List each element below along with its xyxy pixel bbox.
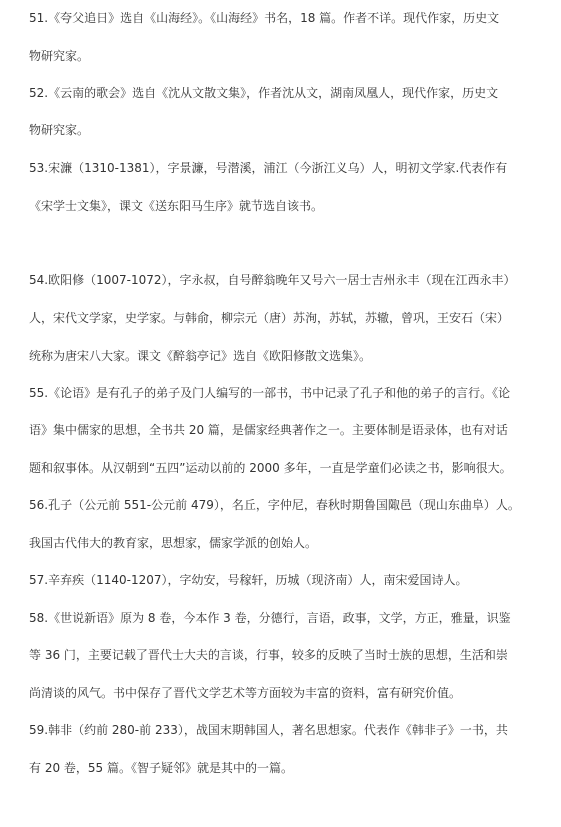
- text-line: 51.《夸父追日》选自《山海经》。《山海经》书名，18 篇。作者不详。现代作家，历史文: [29, 11, 500, 25]
- text-line: 语》集中儒家的思想，全书共 20 篇，是儒家经典著作之一。主要体制是语录体，也有对话: [29, 423, 508, 437]
- text-line: 物研究家。: [29, 123, 90, 137]
- text-line: 有 20 卷，55 篇。《智子疑邻》就是其中的一篇。: [29, 761, 293, 775]
- text-line: 57.辛弃疾（1140-1207），字幼安，号稼轩，历城（现济南）人，南宋爱国诗人。: [29, 573, 468, 587]
- text-line: 统称为唐宋八大家。课文《醉翁亭记》选自《欧阳修散文选集》。: [29, 349, 372, 363]
- text-line: 尚清谈的风气。书中保存了晋代文学艺术等方面较为丰富的资料，富有研究价值。: [29, 686, 462, 700]
- text-line: 56.孔子（公元前 551-公元前 479），名丘，字仲尼，春秋时期鲁国陬邑（现山东曲阜）人。: [29, 498, 520, 512]
- text-line: 物研究家。: [29, 49, 90, 63]
- text-line: 人，宋代文学家，史学家。与韩俞，柳宗元（唐）苏洵，苏轼，苏辙，曾巩，王安石（宋）: [29, 311, 510, 325]
- text-line: 我国古代伟大的教育家，思想家，儒家学派的创始人。: [29, 536, 318, 550]
- text-line: 等 36 门，主要记载了晋代士大夫的言谈，行事，较多的反映了当时士族的思想，生活和崇: [29, 648, 508, 662]
- text-line: 《宋学士文集》，课文《送东阳马生序》就节选自该书。: [29, 199, 324, 213]
- text-line: 59.韩非（约前 280-前 233），战国末期韩国人，著名思想家。代表作《韩非子》一书，共: [29, 723, 508, 737]
- text-line: 55.《论语》是有孔子的弟子及门人编写的一部书，书中记录了孔子和他的弟子的言行。《论: [29, 386, 511, 400]
- text-line: 54.欧阳修（1007-1072），字永叔，自号醉翁晚年又号六一居士吉州永丰（现在江西永丰）: [29, 273, 516, 287]
- text-line: 题和叙事体。从汉朝到“五四”运动以前的 2000 多年，一直是学童们必读之书，影响很大。: [29, 461, 512, 475]
- text-line: 52.《云南的歌会》选自《沈从文散文集》，作者沈从文，湖南凤凰人，现代作家，历史文: [29, 86, 499, 100]
- text-line: 58.《世说新语》原为 8 卷，今本作 3 卷，分德行，言语，政事，文学，方正，雅量，识鉴: [29, 611, 511, 625]
- text-line: 53.宋濂（1310-1381），字景濂，号潜溪，浦江（今浙江义乌）人，明初文学家.代表作有: [29, 161, 508, 175]
